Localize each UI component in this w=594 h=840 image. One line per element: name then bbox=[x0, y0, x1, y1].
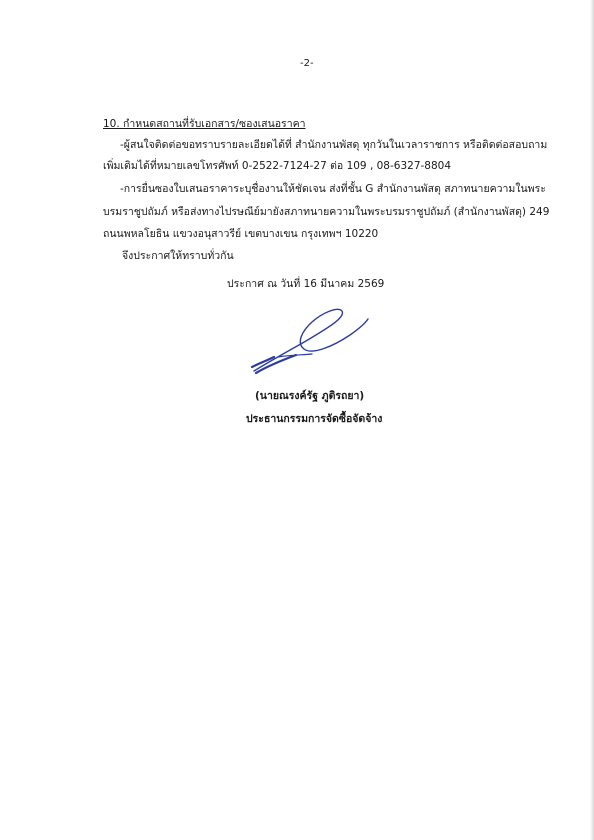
signature-stroke-loop bbox=[254, 309, 368, 371]
signature-mark bbox=[250, 305, 370, 380]
announcement-text: จึงประกาศให้ทราบทั่วกัน bbox=[122, 250, 234, 262]
submission-info-line-1: -การยื่นซองใบเสนอราคาระบุชื่องานให้ชัดเจน ส่งที่ชั้น G สำนักงานพัสดุ สภาทนายความในพระ bbox=[120, 183, 546, 195]
contact-info-line-1: -ผู้สนใจติดต่อขอทราบรายละเอียดได้ที่ สำนักงานพัสดุ ทุกวันในเวลาราชการ หรือติดต่อสอบถาม bbox=[120, 139, 548, 151]
submission-info-line-2: บรมราชูปถัมภ์ หรือส่งทางไปรษณีย์มายังสภาทนายความในพระบรมราชูปถัมภ์ (สำนักงานพัสดุ) 249 bbox=[103, 206, 550, 218]
signatory-position: ประธานกรรมการจัดซื้อจัดจ้าง bbox=[246, 413, 383, 425]
page-number: -2- bbox=[300, 58, 314, 69]
signature-stroke-base bbox=[252, 355, 296, 373]
submission-info-line-3: ถนนพหลโยธิน แขวงอนุสาวรีย์ เขตบางเขน กรุงเทพฯ 10220 bbox=[103, 228, 379, 240]
signatory-name: (นายณรงค์รัฐ ภูติรถยา) bbox=[255, 390, 365, 402]
contact-info-line-2: เพิ่มเติมได้ที่หมายเลขโทรศัพท์ 0-2522-7124-27 ต่อ 109 , 08-6327-8804 bbox=[103, 160, 452, 172]
section-10-heading: 10. กำหนดสถานที่รับเอกสาร/ซองเสนอราคา bbox=[103, 118, 306, 130]
scan-edge-shadow bbox=[590, 0, 594, 840]
announcement-date: ประกาศ ณ วันที่ 16 มีนาคม 2569 bbox=[227, 278, 385, 290]
